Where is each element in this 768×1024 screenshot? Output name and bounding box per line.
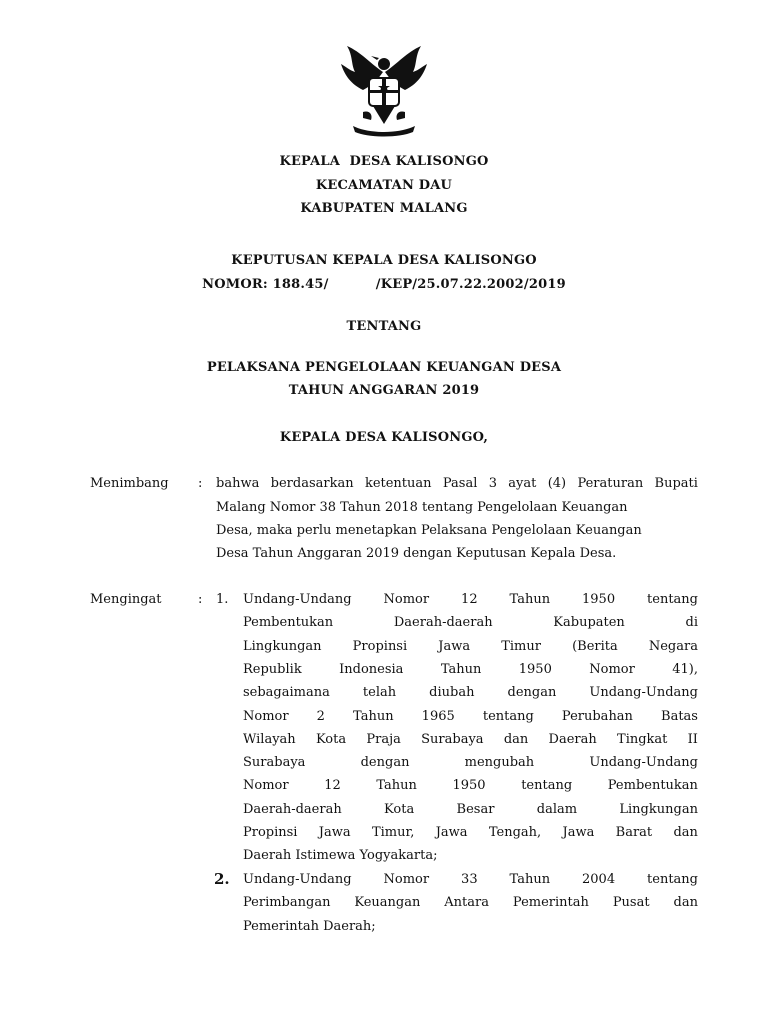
mengingat-colon: : [198, 592, 203, 607]
header-line-2: KECAMATAN DAU [315, 178, 453, 193]
garuda-emblem-icon [333, 42, 435, 140]
mengingat-item-line: Undang-Undang Nomor 12 Tahun 1950 tentang [243, 592, 698, 607]
mengingat-item-line: Pemerintah Daerah; [243, 918, 376, 934]
mengingat-item-line: Surabaya dengan mengubah Undang-Undang [243, 755, 698, 771]
mengingat-item-line: Daerah Istimewa Yogyakarta; [243, 848, 438, 864]
mengingat-item-line: Lingkungan Propinsi Jawa Timur (Berita Negara [243, 638, 698, 654]
mengingat-item-line: Nomor 12 Tahun 1950 tentang Pembentukan [243, 778, 698, 794]
mengingat-item-line: Perimbangan Keuangan Antara Pemerintah Pusat dan [243, 895, 698, 911]
mengingat-item-line: Nomor 2 Tahun 1965 tentang Perubahan Batas [243, 708, 698, 724]
decree-about: TENTANG [346, 319, 422, 334]
menimbang-line: Desa Tahun Anggaran 2019 dengan Keputusan Kepala Desa. [216, 546, 617, 561]
decree-subject-1: PELAKSANA PENGELOLAAN KEUANGAN DESA [206, 360, 562, 375]
decree-subject-2: TAHUN ANGGARAN 2019 [288, 383, 480, 398]
mengingat-item-line: Undang-Undang Nomor 33 Tahun 2004 tentang [243, 872, 698, 887]
menimbang-line: Desa, maka perlu menetapkan Pelaksana Pengelolaan Keuangan [216, 523, 642, 538]
decree-title: KEPUTUSAN KEPALA DESA KALISONGO [231, 253, 537, 268]
menimbang-line: Malang Nomor 38 Tahun 2018 tentang Pengelolaan Keuangan [216, 500, 628, 515]
mengingat-item-line: sebagaimana telah diubah dengan Undang-Undang [243, 685, 698, 701]
mengingat-item-line: Pembentukan Daerah-daerah Kabupaten di [243, 615, 698, 631]
mengingat-item-number: 1. [216, 592, 229, 607]
header-line-3: KABUPATEN MALANG [300, 201, 468, 216]
header-line-1: KEPALA DESA KALISONGO [279, 154, 489, 169]
mengingat-item-line: Daerah-daerah Kota Besar dalam Lingkungan [243, 801, 698, 817]
menimbang-line: bahwa berdasarkan ketentuan Pasal 3 ayat (4) Peraturan Bupati [216, 476, 698, 491]
menimbang-label: Menimbang [90, 476, 169, 491]
mengingat-item-line: Propinsi Jawa Timur, Jawa Tengah, Jawa Barat dan [243, 825, 698, 840]
mengingat-item-line: Wilayah Kota Praja Surabaya dan Daerah Tingkat II [243, 731, 698, 747]
mengingat-item-line: Republik Indonesia Tahun 1950 Nomor 41), [243, 661, 698, 677]
decree-issuer: KEPALA DESA KALISONGO, [279, 430, 489, 445]
menimbang-colon: : [198, 476, 203, 491]
mengingat-item-number: 2. [214, 870, 230, 888]
mengingat-label: Mengingat [90, 592, 162, 607]
decree-number: NOMOR: 188.45/ /KEP/25.07.22.2002/2019 [202, 277, 566, 292]
